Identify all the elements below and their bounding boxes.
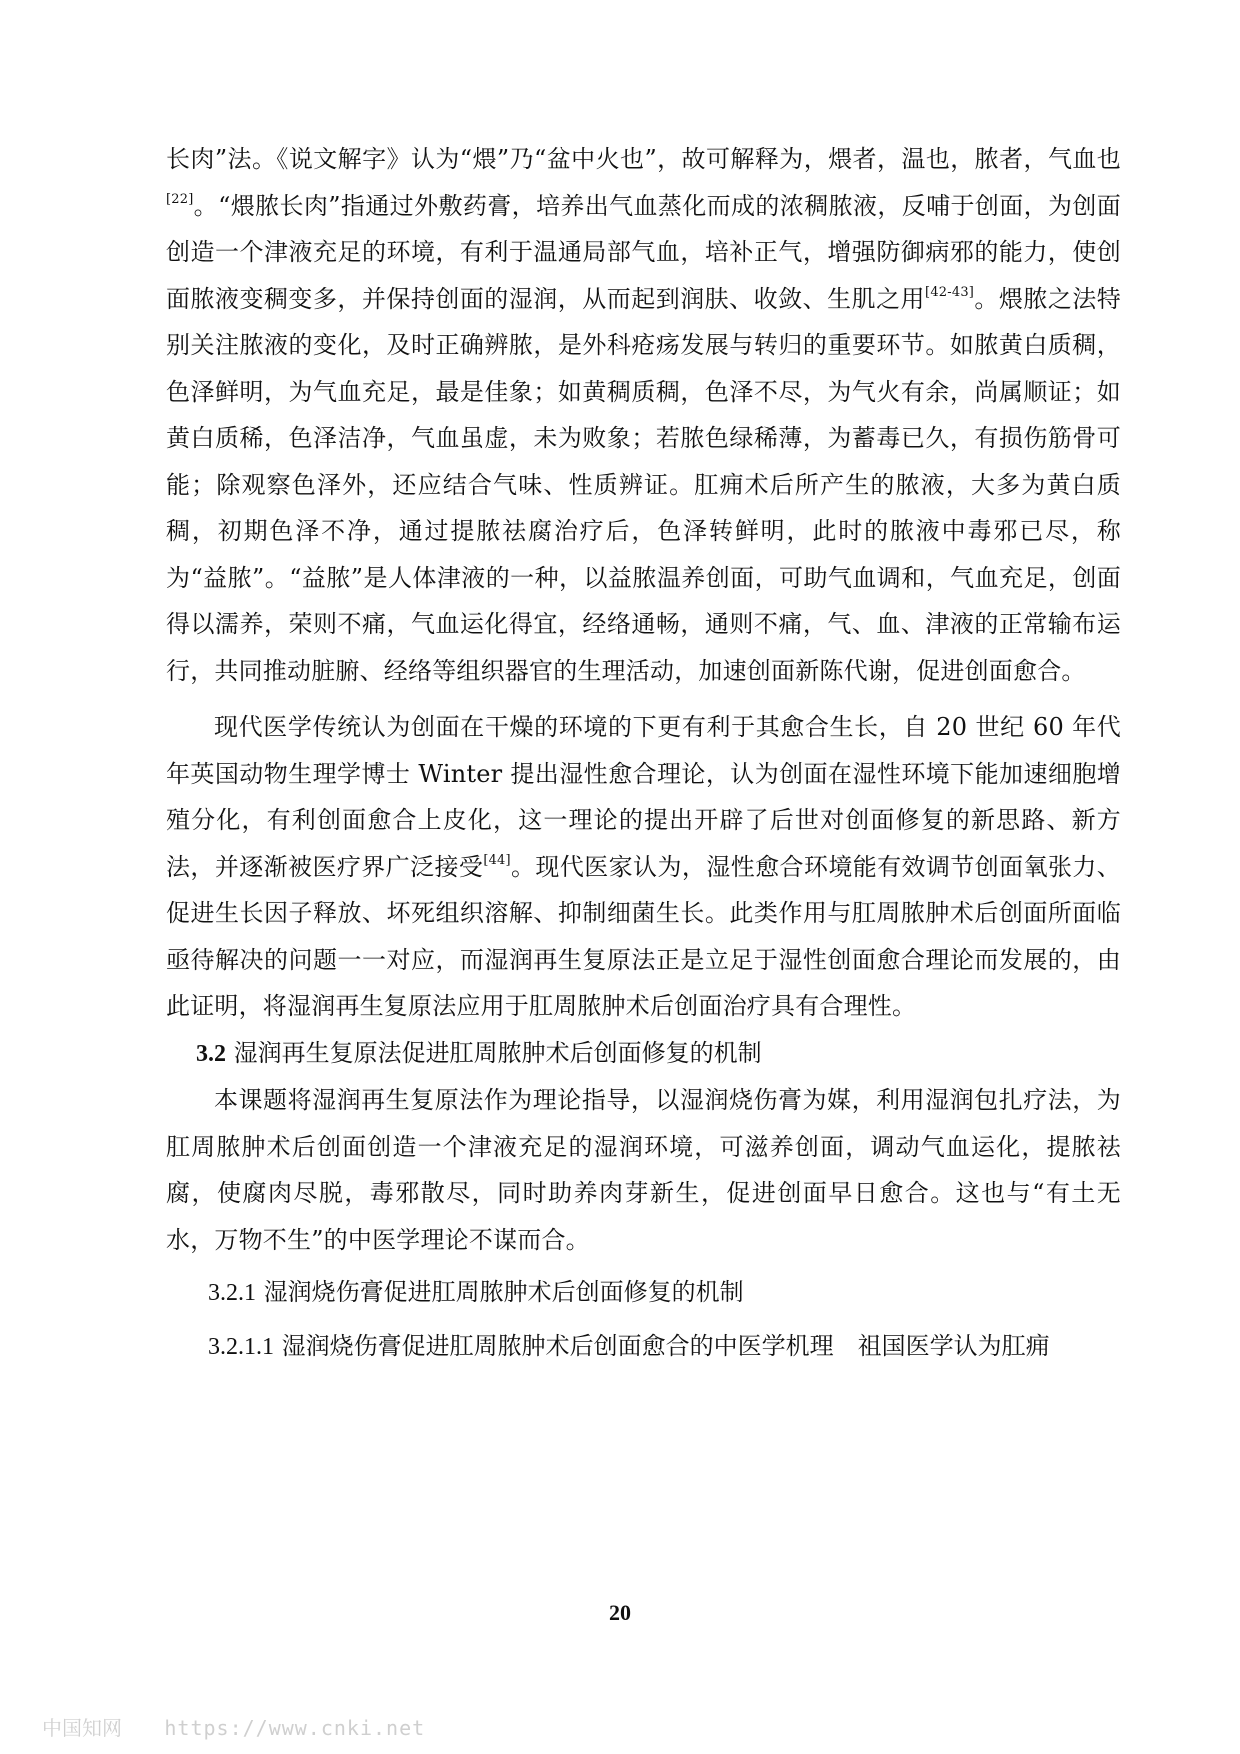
watermark-brand: 中国知网 [42,1716,122,1740]
paragraph-2-text-a: 现代医学传统认为创面在干燥的环境的下更有利于其愈合生长，自 20 世纪 60 年代年英国动物生理学博士 Winter 提出湿性愈合理论，认为创面在湿性环境下能加速细胞增殖分化，有利创面愈合上皮化，这一理论的提出开辟了后世对创面修复的新思路、新方法，并逐渐被医疗界广泛接受 [166,713,1121,881]
section-heading-3-2-1 [166,1269,1121,1317]
page-number: 20 [609,1600,631,1625]
paragraph-3: 本课题将湿润再生复原法作为理论指导，以湿润烧伤膏为媒，利用湿润包扎疗法，为肛周脓肿术后创面创造一个津液充足的湿润环境，可滋养创面，调动气血运化，提脓祛腐，使腐肉尽脱，毒邪散尽，同时助养肉芽新生，促进创面早日愈合。这也与“有土无水，万物不生”的中医学理论不谋而合。 [166,1086,1121,1254]
paragraph-1-text-a: 长肉”法。《说文解字》认为“煨”乃“盆中火也”，故可解释为，煨者，温也，脓者，气血也 [166,145,1121,173]
watermark [42,1712,425,1741]
paragraph-1-text-c: 。煨脓之法特别关注脓液的变化，及时正确辨脓，是外科疮疡发展与转归的重要环节。如脓黄白质稠，色泽鲜明，为气血充足，最是佳象；如黄稠质稠，色泽不尽，为气火有余，尚属顺证；如黄白质稀，色泽洁净，气血虽虚，未为败象；若脓色绿稀薄，为蓄毒已久，有损伤筋骨可能；除观察色泽外，还应结合气味、性质辨证。肛痈术后所产生的脓液，大多为黄白质稠，初期色泽不净，通过提脓祛腐治疗后，色泽转鲜明，此时的脓液中毒邪已尽，称为“益脓”。“益脓”是人体津液的一种，以益脓温养创面，可助气血调和，气血充足，创面得以濡养，荣则不痛，气血运化得宜，经络通畅，通则不痛，气、血、津液的正常输布运行，共同推动脏腑、经络等组织器官的生理活动，加速创面新陈代谢，促进创面愈合。 [166,284,1121,685]
section-number: 3.2.1.1 [208,1333,274,1360]
paragraph-1-text-b: 。“煨脓长肉”指通过外敷药膏，培养出气血蒸化而成的浓稠脓液，反哺于创面，为创面创造一个津液充足的环境，有利于温通局部气血，培补正气，增强防御病邪的能力，使创面脓液变稠变多，并保持创面的湿润，从而起到润肤、收敛、生肌之用 [166,191,1121,313]
section-title: 湿润再生复原法促进肛周脓肿术后创面修复的机制 [233,1038,762,1067]
section-heading-3-2-1-1 [166,1323,1121,1371]
section-number: 3.2 [196,1040,226,1067]
section-title: 湿润烧伤膏促进肛周脓肿术后创面愈合的中医学机理 [281,1331,834,1360]
paragraph-2 [166,704,1121,1030]
citation-ref: [22] [166,191,194,207]
page-body [166,136,1121,1370]
section-number: 3.2.1 [208,1280,256,1306]
paragraph-2-text-b: 。现代医家认为，湿性愈合环境能有效调节创面氧张力、促进生长因子释放、坏死组织溶解、抑制细菌生长。此类作用与肛周脓肿术后创面所面临亟待解决的问题一一对应，而湿润再生复原法正是立足于湿性创面愈合理论而发展的，由此证明，将湿润再生复原法应用于肛周脓肿术后创面治疗具有合理性。 [166,852,1122,1020]
citation-ref: [44] [483,852,511,868]
paragraph-1 [166,136,1121,694]
watermark-url: https://www.cnki.net [164,1716,426,1740]
section-heading-3-2 [166,1030,1121,1078]
section-title: 湿润烧伤膏促进肛周脓肿术后创面修复的机制 [263,1278,744,1306]
paragraph-4-text: 祖国医学认为肛痈 [857,1331,1050,1360]
citation-ref: [42-43] [925,284,975,300]
